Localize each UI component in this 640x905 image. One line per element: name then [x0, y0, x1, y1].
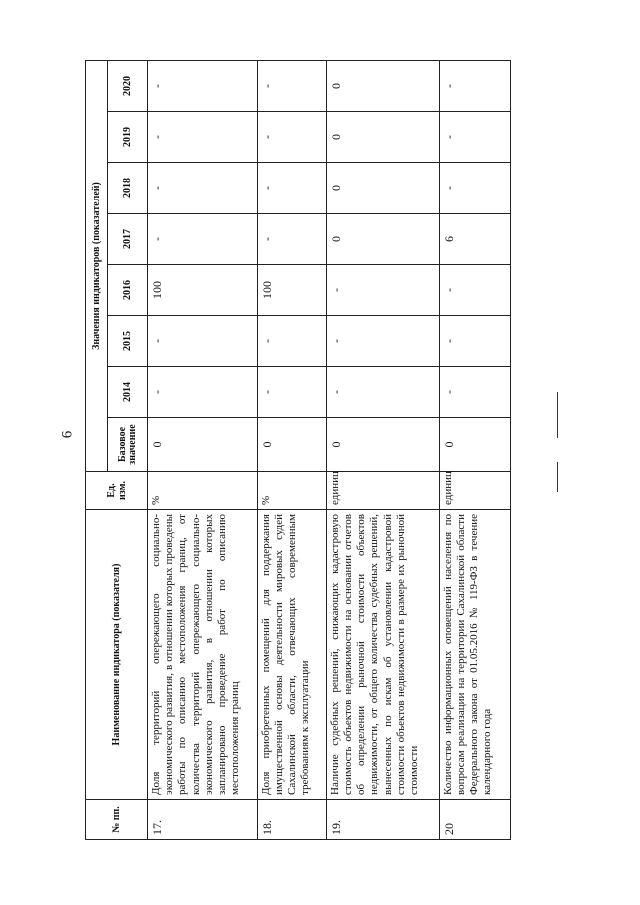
header-year: 2016	[108, 265, 148, 316]
year-value: -	[148, 316, 258, 367]
year-value: -	[257, 61, 326, 112]
year-value: -	[439, 61, 510, 112]
table-row	[326, 61, 439, 840]
base-value: 0	[257, 418, 326, 472]
row-number: 17.	[148, 800, 258, 840]
year-value: -	[326, 265, 439, 316]
header-unit: Ед. изм.	[86, 472, 148, 510]
table-row	[439, 61, 510, 840]
base-value: 0	[439, 418, 510, 472]
page-number: 6	[59, 430, 76, 439]
header-year: 2018	[108, 163, 148, 214]
indicator-name: Количество информационных оповещений населения по вопросам реализации на территории Сахалинской области Федерального закона от 01.05.2016 № 119-ФЗ в течение календарного года	[439, 510, 510, 800]
year-value: -	[439, 367, 510, 418]
header-base: Базовое значение	[108, 418, 148, 472]
header-year: 2014	[108, 367, 148, 418]
header-no: № пп.	[86, 800, 148, 840]
indicator-name: Доля приобретенных помещений для поддержания имущественной основы деятельности мировых судей Сахалинской области, отвечающих современным требованиям к эксплуатации	[257, 510, 326, 800]
table-row	[148, 61, 258, 840]
header-year: 2019	[108, 112, 148, 163]
year-value: -	[148, 214, 258, 265]
year-value: 0	[326, 214, 439, 265]
base-value: 0	[326, 418, 439, 472]
year-value: -	[148, 367, 258, 418]
year-value: -	[257, 316, 326, 367]
year-value: -	[257, 367, 326, 418]
header-year: 2015	[108, 316, 148, 367]
row-number: 18.	[257, 800, 326, 840]
year-value: -	[257, 214, 326, 265]
unit: %	[148, 472, 258, 510]
year-value: -	[439, 163, 510, 214]
row-number: 19.	[326, 800, 439, 840]
year-value: 100	[257, 265, 326, 316]
indicator-name: Наличие судебных решений, снижающих кадастровую стоимость объектов недвижимости на основании отчетов об определении рыночной стоимости объектов недвижимости, от общего количества судебных решений, вынесенных по искам об установлении кадастровой стоимости объектов недвижимости в размере их рыночной стоимости	[326, 510, 439, 800]
year-value: -	[148, 61, 258, 112]
year-value: 0	[326, 163, 439, 214]
unit: единиц	[326, 472, 439, 510]
unit: %	[257, 472, 326, 510]
header-values-group: Значения индикаторов (показателей)	[86, 61, 108, 472]
unit: единиц	[439, 472, 510, 510]
indicator-name: Доля территорий опережающего социально-экономического развития, в отношении которых проведены работы по описанию местоположения границ, от количества территорий опережающего социально-экономического развития, в отношении которых запланировано проведение работ по описанию местоположения границ	[148, 510, 258, 800]
year-value: -	[148, 112, 258, 163]
year-value: -	[326, 316, 439, 367]
header-year: 2020	[108, 61, 148, 112]
year-value: -	[439, 316, 510, 367]
margin-line	[557, 392, 558, 438]
year-value: 6	[439, 214, 510, 265]
year-value: 100	[148, 265, 258, 316]
year-value: 0	[326, 112, 439, 163]
year-value: -	[439, 112, 510, 163]
year-value: -	[326, 367, 439, 418]
indicator-table-rotated	[85, 60, 511, 840]
indicator-table	[85, 60, 511, 840]
table-row	[257, 61, 326, 840]
year-value: -	[148, 163, 258, 214]
row-number: 20	[439, 800, 510, 840]
base-value: 0	[148, 418, 258, 472]
year-value: 0	[326, 61, 439, 112]
margin-line-2	[557, 462, 558, 492]
header-year: 2017	[108, 214, 148, 265]
year-value: -	[439, 265, 510, 316]
header-name: Наименование индикатора (показателя)	[86, 510, 148, 800]
year-value: -	[257, 163, 326, 214]
year-value: -	[257, 112, 326, 163]
